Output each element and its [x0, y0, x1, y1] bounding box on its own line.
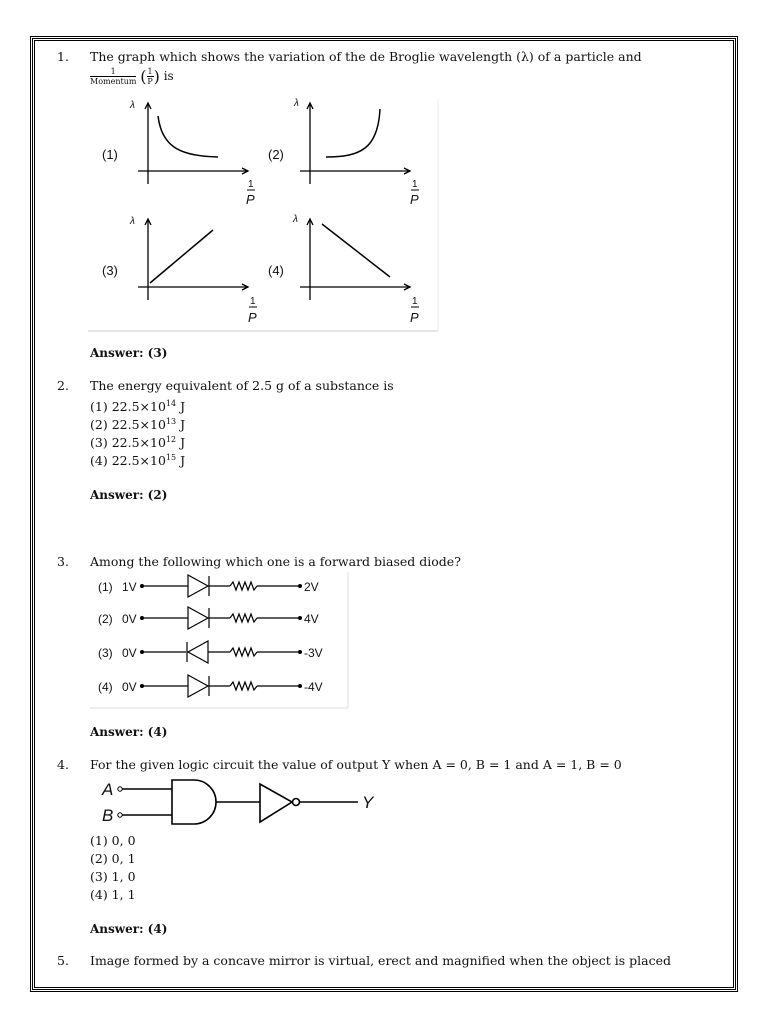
question-4-number: 4.: [57, 757, 69, 772]
question-4-option-1: (1) 0, 0: [90, 833, 136, 848]
momentum-fraction: [90, 67, 136, 86]
question-2-option-4: [90, 450, 185, 469]
fraction-denominator: Momentum: [90, 77, 137, 86]
p-fraction-numerator: 1: [147, 67, 153, 76]
question-1-expression: $\frac{1}{\text{Momentum}}$ ( $\frac{1}{P}$ ) is: [90, 67, 174, 86]
graph-3-label: (3): [102, 263, 118, 278]
question-4-option-2: (2) 0, 1: [90, 851, 136, 866]
question-5-text: Image formed by a concave mirror is virtual, erect and magnified when the object is placed: [90, 953, 672, 968]
question-2-number: 2.: [57, 378, 69, 393]
graph-2-label: (2): [268, 147, 284, 162]
logic-input-a: A: [102, 780, 114, 799]
graph-3-x-den: P: [248, 310, 257, 325]
graph-4-x-den: P: [410, 310, 419, 325]
option-label: (4): [90, 453, 108, 469]
graph-4-label: (4): [268, 263, 284, 278]
logic-output-y: Y: [362, 793, 374, 812]
circuit-1-left: 1V: [122, 580, 137, 594]
graph-2-y-label: λ: [294, 98, 299, 109]
de-broglie-graphs-figure: [88, 94, 440, 334]
graph-3-y-label: λ: [130, 216, 135, 227]
option-exponent: 15: [165, 453, 177, 462]
circuit-4-label: (4): [98, 680, 113, 694]
graph-3-x-num: 1: [250, 296, 256, 307]
graph-2-x-num: 1: [412, 179, 418, 190]
option-exponent: 13: [165, 417, 177, 426]
option-exponent: 12: [165, 435, 177, 444]
graph-1-x-den: P: [246, 192, 255, 207]
circuit-1-label: (1): [98, 580, 113, 594]
question-1-answer: Answer: (3): [90, 346, 168, 360]
option-unit: J: [180, 399, 186, 415]
option-value: 22.5×10: [111, 435, 166, 451]
question-5-number: 5.: [57, 953, 69, 968]
question-2-option-1: [90, 396, 185, 415]
circuit-4-right: -4V: [304, 680, 323, 694]
question-4-option-3: (3) 1, 0: [90, 869, 136, 884]
option-unit: J: [180, 435, 186, 451]
question-1-text: The graph which shows the variation of the de Broglie wavelength (λ) of a particle and: [90, 49, 642, 64]
circuit-3-label: (3): [98, 646, 113, 660]
graph-4-y-label: λ: [293, 214, 298, 225]
option-exponent: 14: [165, 399, 177, 408]
question-3-answer: Answer: (4): [90, 725, 168, 739]
option-value: 22.5×10: [111, 417, 166, 433]
question-2-text: The energy equivalent of 2.5 g of a substance is: [90, 378, 394, 393]
question-2-answer: Answer: (2): [90, 488, 168, 502]
graph-1-x-num: 1: [248, 179, 254, 190]
question-1-number: 1.: [57, 49, 69, 64]
question-2-option-3: [90, 432, 185, 451]
graph-2-x-den: P: [410, 192, 419, 207]
question-4-option-4: (4) 1, 1: [90, 887, 136, 902]
circuit-2-label: (2): [98, 612, 113, 626]
option-label: (1): [90, 399, 108, 415]
graph-4-x-num: 1: [412, 296, 418, 307]
circuit-3-left: 0V: [122, 646, 137, 660]
question-1-text-tail: is: [163, 69, 174, 83]
option-unit: J: [180, 417, 186, 433]
question-4-text: For the given logic circuit the value of output Y when A = 0, B = 1 and A = 1, B = 0: [90, 757, 622, 772]
question-4-answer: Answer: (4): [90, 922, 168, 936]
p-fraction: [147, 67, 154, 86]
logic-circuit-figure: [96, 776, 386, 828]
option-value: 22.5×10: [111, 453, 166, 469]
graph-1-label: (1): [102, 147, 118, 162]
p-fraction-denominator: P: [147, 77, 153, 86]
circuit-2-left: 0V: [122, 612, 137, 626]
logic-input-b: B: [102, 806, 114, 825]
graph-1-y-label: λ: [130, 100, 135, 111]
option-value: 22.5×10: [111, 399, 166, 415]
option-unit: J: [180, 453, 186, 469]
question-2-option-2: [90, 414, 185, 433]
option-label: (3): [90, 435, 108, 451]
circuit-3-right: -3V: [304, 646, 323, 660]
circuit-2-right: 4V: [304, 612, 319, 626]
circuit-4-left: 0V: [122, 680, 137, 694]
circuit-1-right: 2V: [304, 580, 319, 594]
option-label: (2): [90, 417, 108, 433]
diode-circuits-figure: [88, 570, 350, 710]
question-3-text: Among the following which one is a forward biased diode?: [90, 554, 461, 569]
question-3-number: 3.: [57, 554, 69, 569]
fraction-numerator: 1: [90, 67, 136, 77]
